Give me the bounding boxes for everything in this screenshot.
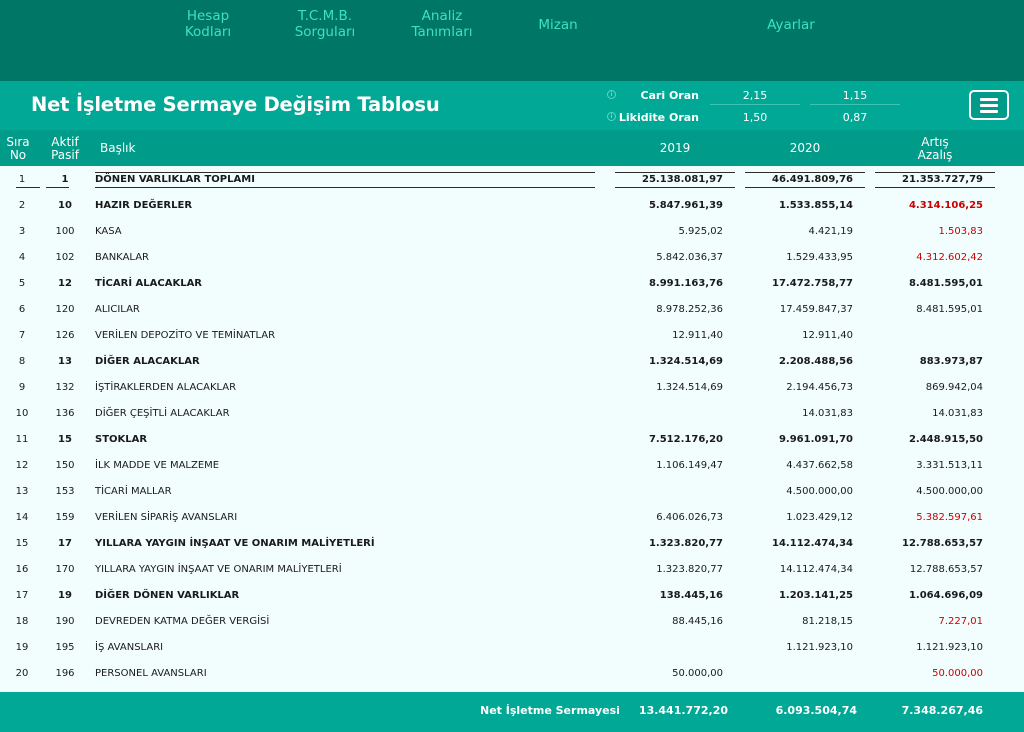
row-number: 7: [18, 330, 26, 341]
value-2019: 138.445,16: [659, 590, 723, 601]
value-diff: 14.031,83: [932, 408, 983, 419]
nav-label-line1: Hesap: [186, 8, 230, 24]
top-navigation-bar: [0, 0, 1024, 81]
account-code: 126: [55, 330, 75, 341]
account-title: İŞTİRAKLERDEN ALACAKLAR: [95, 382, 237, 393]
total-underline: [875, 187, 995, 188]
table-row[interactable]: [0, 478, 1024, 504]
account-title: YILLARA YAYGIN İNŞAAT VE ONARIM MALİYETLERİ: [95, 538, 375, 549]
nav-label-line1: Analiz: [421, 8, 463, 24]
value-diff: 12.788.653,57: [902, 538, 983, 549]
account-code: 153: [55, 486, 75, 497]
value-diff: 7.227,01: [938, 616, 983, 627]
value-2020: 1.203.141,25: [778, 590, 853, 601]
account-code: 196: [55, 668, 75, 679]
row-number: 20: [15, 668, 29, 679]
table-row[interactable]: [0, 660, 1024, 686]
row-number: 13: [15, 486, 29, 497]
row-number: 10: [15, 408, 29, 419]
table-row[interactable]: [0, 348, 1024, 374]
account-title: DEVREDEN KATMA DEĞER VERGİSİ: [95, 616, 270, 627]
value-2020: 14.031,83: [802, 408, 853, 419]
table-row[interactable]: [0, 530, 1024, 556]
value-diff: 4.500.000,00: [916, 486, 983, 497]
row-number: 17: [15, 590, 29, 601]
ratio-value-2020: 1,15: [810, 89, 900, 105]
account-title: KASA: [95, 226, 122, 237]
row-number: 2: [18, 200, 26, 211]
nav-hesap-kodlari[interactable]: [176, 8, 240, 40]
nav-mizan[interactable]: [530, 17, 586, 33]
total-overline: [615, 172, 735, 173]
account-title: STOKLAR: [95, 434, 148, 445]
net-isletme-sermayesi-label: Net İşletme Sermayesi: [480, 704, 620, 717]
value-2019: 1.106.149,47: [656, 460, 723, 471]
value-2019: 5.842.036,37: [656, 252, 723, 263]
account-code: 1: [61, 174, 69, 185]
value-diff: 883.973,87: [919, 356, 983, 367]
row-number: 3: [18, 226, 26, 237]
value-diff: 5.382.597,61: [916, 512, 983, 523]
value-2019: 6.406.026,73: [656, 512, 723, 523]
value-2020: 17.459.847,37: [779, 304, 853, 315]
nav-label-line2: Sorguları: [294, 24, 356, 40]
value-diff: 12.788.653,57: [909, 564, 983, 575]
ratio-value-2020: 0,87: [842, 111, 868, 124]
summary-footer: [0, 692, 1024, 732]
account-code: 159: [55, 512, 75, 523]
footer-total-diff: 7.348.267,46: [901, 704, 983, 717]
value-2020: 1.023.429,12: [786, 512, 853, 523]
title-bar: [0, 81, 1024, 130]
column-header-baslik: Başlık: [100, 141, 136, 155]
row-number: 11: [15, 434, 29, 445]
ratio-label-likidite-oran: Likidite Oran: [618, 111, 699, 124]
nav-label-line2: Kodları: [184, 24, 232, 40]
value-2020: 12.911,40: [802, 330, 853, 341]
table-row[interactable]: [0, 270, 1024, 296]
nav-ayarlar[interactable]: [760, 17, 822, 33]
account-title: VERİLEN SİPARİŞ AVANSLARI: [95, 512, 238, 523]
page-title: Net İşletme Sermaye Değişim Tablosu: [31, 93, 440, 116]
table-row[interactable]: [0, 582, 1024, 608]
account-title: HAZIR DEĞERLER: [95, 200, 193, 211]
value-diff: 2.448.915,50: [908, 434, 983, 445]
total-underline: [16, 187, 40, 188]
nav-label: Ayarlar: [767, 17, 815, 33]
account-code: 150: [55, 460, 75, 471]
nav-tcmb-sorgulari[interactable]: [288, 8, 362, 40]
account-title: PERSONEL AVANSLARI: [95, 668, 207, 679]
row-number: 19: [15, 642, 29, 653]
table-row[interactable]: [0, 504, 1024, 530]
account-code: 10: [58, 200, 72, 211]
total-underline: [46, 187, 69, 188]
row-number: 12: [15, 460, 29, 471]
value-2019: 88.445,16: [672, 616, 723, 627]
account-code: 190: [55, 616, 75, 627]
value-diff: 50.000,00: [932, 668, 983, 679]
table-row[interactable]: [0, 296, 1024, 322]
row-number: 15: [15, 538, 29, 549]
ratio-label-cari-oran: Cari Oran: [640, 89, 699, 102]
account-title: YILLARA YAYGIN İNŞAAT VE ONARIM MALİYETLERİ: [95, 564, 342, 575]
value-2019: 25.138.081,97: [642, 174, 723, 185]
nav-label-line1: T.C.M.B.: [297, 8, 353, 24]
table-row[interactable]: [0, 556, 1024, 582]
account-code: 132: [55, 382, 75, 393]
row-number: 9: [18, 382, 26, 393]
account-code: 136: [55, 408, 75, 419]
value-2019: 5.847.961,39: [648, 200, 723, 211]
account-code: 120: [55, 304, 75, 315]
total-underline: [95, 187, 595, 188]
table-row[interactable]: [0, 634, 1024, 660]
value-2019: 5.925,02: [678, 226, 723, 237]
account-title: ALICILAR: [95, 304, 140, 315]
table-row[interactable]: [0, 218, 1024, 244]
account-code: 19: [58, 590, 72, 601]
table-row[interactable]: [0, 244, 1024, 270]
value-diff: 4.314.106,25: [908, 200, 983, 211]
row-number: 4: [18, 252, 26, 263]
value-2019: 7.512.176,20: [648, 434, 723, 445]
column-header-2020: 2020: [789, 141, 821, 155]
value-2020: 81.218,15: [802, 616, 853, 627]
row-number: 8: [18, 356, 26, 367]
column-header-artis-azalis: Artış Azalış: [917, 135, 953, 162]
value-2020: 17.472.758,77: [772, 278, 853, 289]
value-2019: 12.911,40: [672, 330, 723, 341]
account-title: DÖNEN VARLIKLAR TOPLAMI: [95, 174, 255, 185]
value-2020: 4.421,19: [808, 226, 853, 237]
account-code: 15: [58, 434, 72, 445]
column-header-2019: 2019: [659, 141, 691, 155]
footer-total-2019: 13.441.772,20: [638, 704, 728, 717]
value-diff: 869.942,04: [925, 382, 983, 393]
nav-analiz-tanimlari[interactable]: [404, 8, 480, 40]
row-number: 16: [15, 564, 29, 575]
value-2020: 14.112.474,34: [772, 538, 853, 549]
value-diff: 4.312.602,42: [916, 252, 983, 263]
account-code: 17: [58, 538, 72, 549]
info-icon: i: [607, 112, 616, 121]
account-code: 102: [55, 252, 75, 263]
table-row[interactable]: [0, 322, 1024, 348]
ratio-value-2019: 1,50: [742, 111, 768, 124]
value-2019: 1.323.820,77: [648, 538, 723, 549]
account-title: TİCARİ ALACAKLAR: [95, 278, 203, 289]
table-row[interactable]: [0, 452, 1024, 478]
value-diff: 21.353.727,79: [902, 174, 983, 185]
total-underline: [745, 187, 865, 188]
account-code: 13: [58, 356, 72, 367]
value-2020: 1.529.433,95: [786, 252, 853, 263]
table-row[interactable]: [0, 400, 1024, 426]
value-2019: 1.324.514,69: [656, 382, 723, 393]
row-number: 5: [18, 278, 26, 289]
nav-label-line2: Tanımları: [411, 24, 473, 40]
account-code: 100: [55, 226, 75, 237]
table-row[interactable]: [0, 426, 1024, 452]
nav-label: Mizan: [538, 17, 578, 33]
value-2019: 50.000,00: [672, 668, 723, 679]
value-2020: 2.208.488,56: [778, 356, 853, 367]
value-2019: 1.323.820,77: [656, 564, 723, 575]
row-number: 6: [18, 304, 26, 315]
value-2020: 1.121.923,10: [786, 642, 853, 653]
column-header-sira-no: Sıra No: [6, 135, 30, 162]
account-title: İLK MADDE VE MALZEME: [95, 460, 220, 471]
footer-total-2020: 6.093.504,74: [775, 704, 857, 717]
value-2019: 8.991.163,76: [648, 278, 723, 289]
value-diff: 1.121.923,10: [916, 642, 983, 653]
account-code: 195: [55, 642, 75, 653]
total-overline: [95, 172, 595, 173]
value-diff: 8.481.595,01: [916, 304, 983, 315]
account-title: TİCARİ MALLAR: [95, 486, 172, 497]
value-2019: 1.324.514,69: [648, 356, 723, 367]
total-overline: [745, 172, 865, 173]
column-header-aktif-pasif: Aktif Pasif: [51, 135, 79, 162]
info-icon: i: [607, 90, 616, 99]
account-title: İŞ AVANSLARI: [95, 642, 164, 653]
table-row[interactable]: [0, 608, 1024, 634]
value-diff: 1.064.696,09: [908, 590, 983, 601]
value-2020: 4.500.000,00: [786, 486, 853, 497]
value-diff: 8.481.595,01: [908, 278, 983, 289]
table-row[interactable]: [0, 374, 1024, 400]
value-2019: 8.978.252,36: [656, 304, 723, 315]
value-diff: 3.331.513,11: [916, 460, 983, 471]
row-number: 14: [15, 512, 29, 523]
value-diff: 1.503,83: [938, 226, 983, 237]
table-row[interactable]: [0, 192, 1024, 218]
row-number: 18: [15, 616, 29, 627]
value-2020: 9.961.091,70: [778, 434, 853, 445]
menu-button[interactable]: [969, 90, 1009, 120]
table-header: [0, 130, 1024, 166]
account-title: VERİLEN DEPOZİTO VE TEMİNATLAR: [95, 330, 276, 341]
account-title: DİĞER DÖNEN VARLIKLAR: [95, 590, 240, 601]
account-code: 170: [55, 564, 75, 575]
total-overline: [875, 172, 995, 173]
value-2020: 14.112.474,34: [779, 564, 853, 575]
account-code: 12: [58, 278, 72, 289]
ratio-value-2019: 2,15: [710, 89, 800, 105]
total-underline: [615, 187, 735, 188]
account-title: BANKALAR: [95, 252, 149, 263]
table-row[interactable]: [0, 166, 1024, 192]
value-2020: 4.437.662,58: [786, 460, 853, 471]
row-number: 1: [18, 174, 26, 185]
account-title: DİĞER ÇEŞİTLİ ALACAKLAR: [95, 408, 230, 419]
value-2020: 46.491.809,76: [772, 174, 853, 185]
account-title: DİĞER ALACAKLAR: [95, 356, 200, 367]
value-2020: 1.533.855,14: [778, 200, 853, 211]
value-2020: 2.194.456,73: [786, 382, 853, 393]
